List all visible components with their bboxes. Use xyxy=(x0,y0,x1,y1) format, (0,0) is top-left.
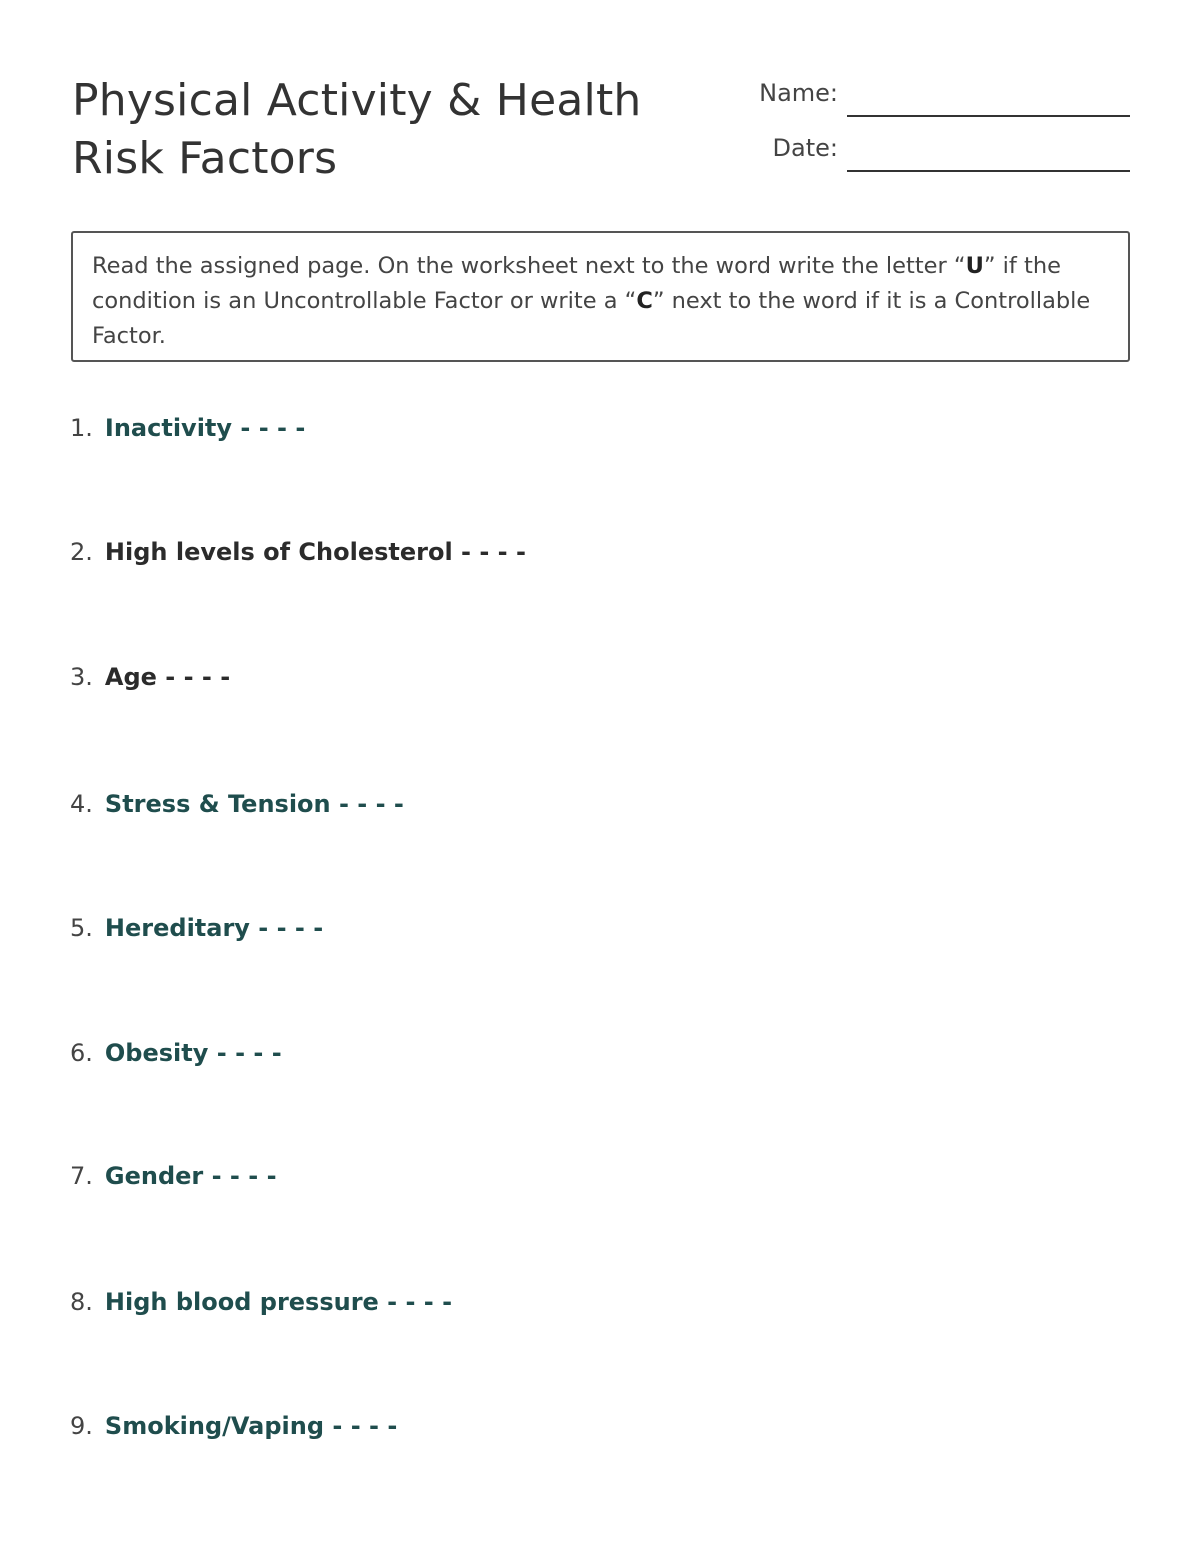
item-number: 6. xyxy=(70,1039,93,1067)
letter-u: U xyxy=(965,253,984,279)
list-item xyxy=(70,789,404,819)
item-number: 8. xyxy=(70,1288,93,1316)
date-blank-line[interactable] xyxy=(847,170,1130,172)
item-text: Obesity - - - - xyxy=(104,1039,282,1067)
item-text: Smoking/Vaping - - - - xyxy=(104,1412,398,1440)
item-number: 5. xyxy=(70,914,93,942)
instructions-text-3: ” next to the word if it is a Controllable Factor. xyxy=(92,288,1091,349)
item-text: Gender - - - - xyxy=(104,1162,277,1190)
list-item xyxy=(70,913,323,943)
date-label: Date: xyxy=(772,134,838,162)
list-item xyxy=(70,1161,277,1191)
name-label: Name: xyxy=(759,79,838,107)
list-item xyxy=(70,1038,282,1068)
date-field[interactable] xyxy=(700,130,1130,170)
instructions-text-2: ” if the condition is an Uncontrollable Factor or write a “ xyxy=(92,253,1061,314)
item-text: Stress & Tension - - - - xyxy=(104,790,404,818)
list-item xyxy=(70,1287,452,1317)
list-item xyxy=(70,1411,397,1441)
item-number: 4. xyxy=(70,790,93,818)
list-item xyxy=(70,662,230,692)
page-title xyxy=(72,72,712,188)
name-field[interactable] xyxy=(700,75,1130,115)
item-number: 9. xyxy=(70,1412,93,1440)
item-text: High levels of Cholesterol - - - - xyxy=(104,538,526,566)
letter-c: C xyxy=(636,288,653,314)
item-number: 1. xyxy=(70,414,93,442)
list-item xyxy=(70,537,526,567)
instructions-box xyxy=(71,231,1130,362)
item-text: High blood pressure - - - - xyxy=(104,1288,453,1316)
item-text: Hereditary - - - - xyxy=(104,914,324,942)
list-item xyxy=(70,413,305,443)
name-blank-line[interactable] xyxy=(847,115,1130,117)
item-text: Age - - - - xyxy=(104,663,231,691)
instructions-text-1: Read the assigned page. On the worksheet next to the word write the letter “ xyxy=(92,253,966,279)
item-number: 2. xyxy=(70,538,93,566)
item-number: 7. xyxy=(70,1162,93,1190)
item-text: Inactivity - - - - xyxy=(104,414,306,442)
title-line-1: Physical Activity & Health xyxy=(72,75,642,126)
item-number: 3. xyxy=(70,663,93,691)
title-line-2: Risk Factors xyxy=(72,133,338,184)
